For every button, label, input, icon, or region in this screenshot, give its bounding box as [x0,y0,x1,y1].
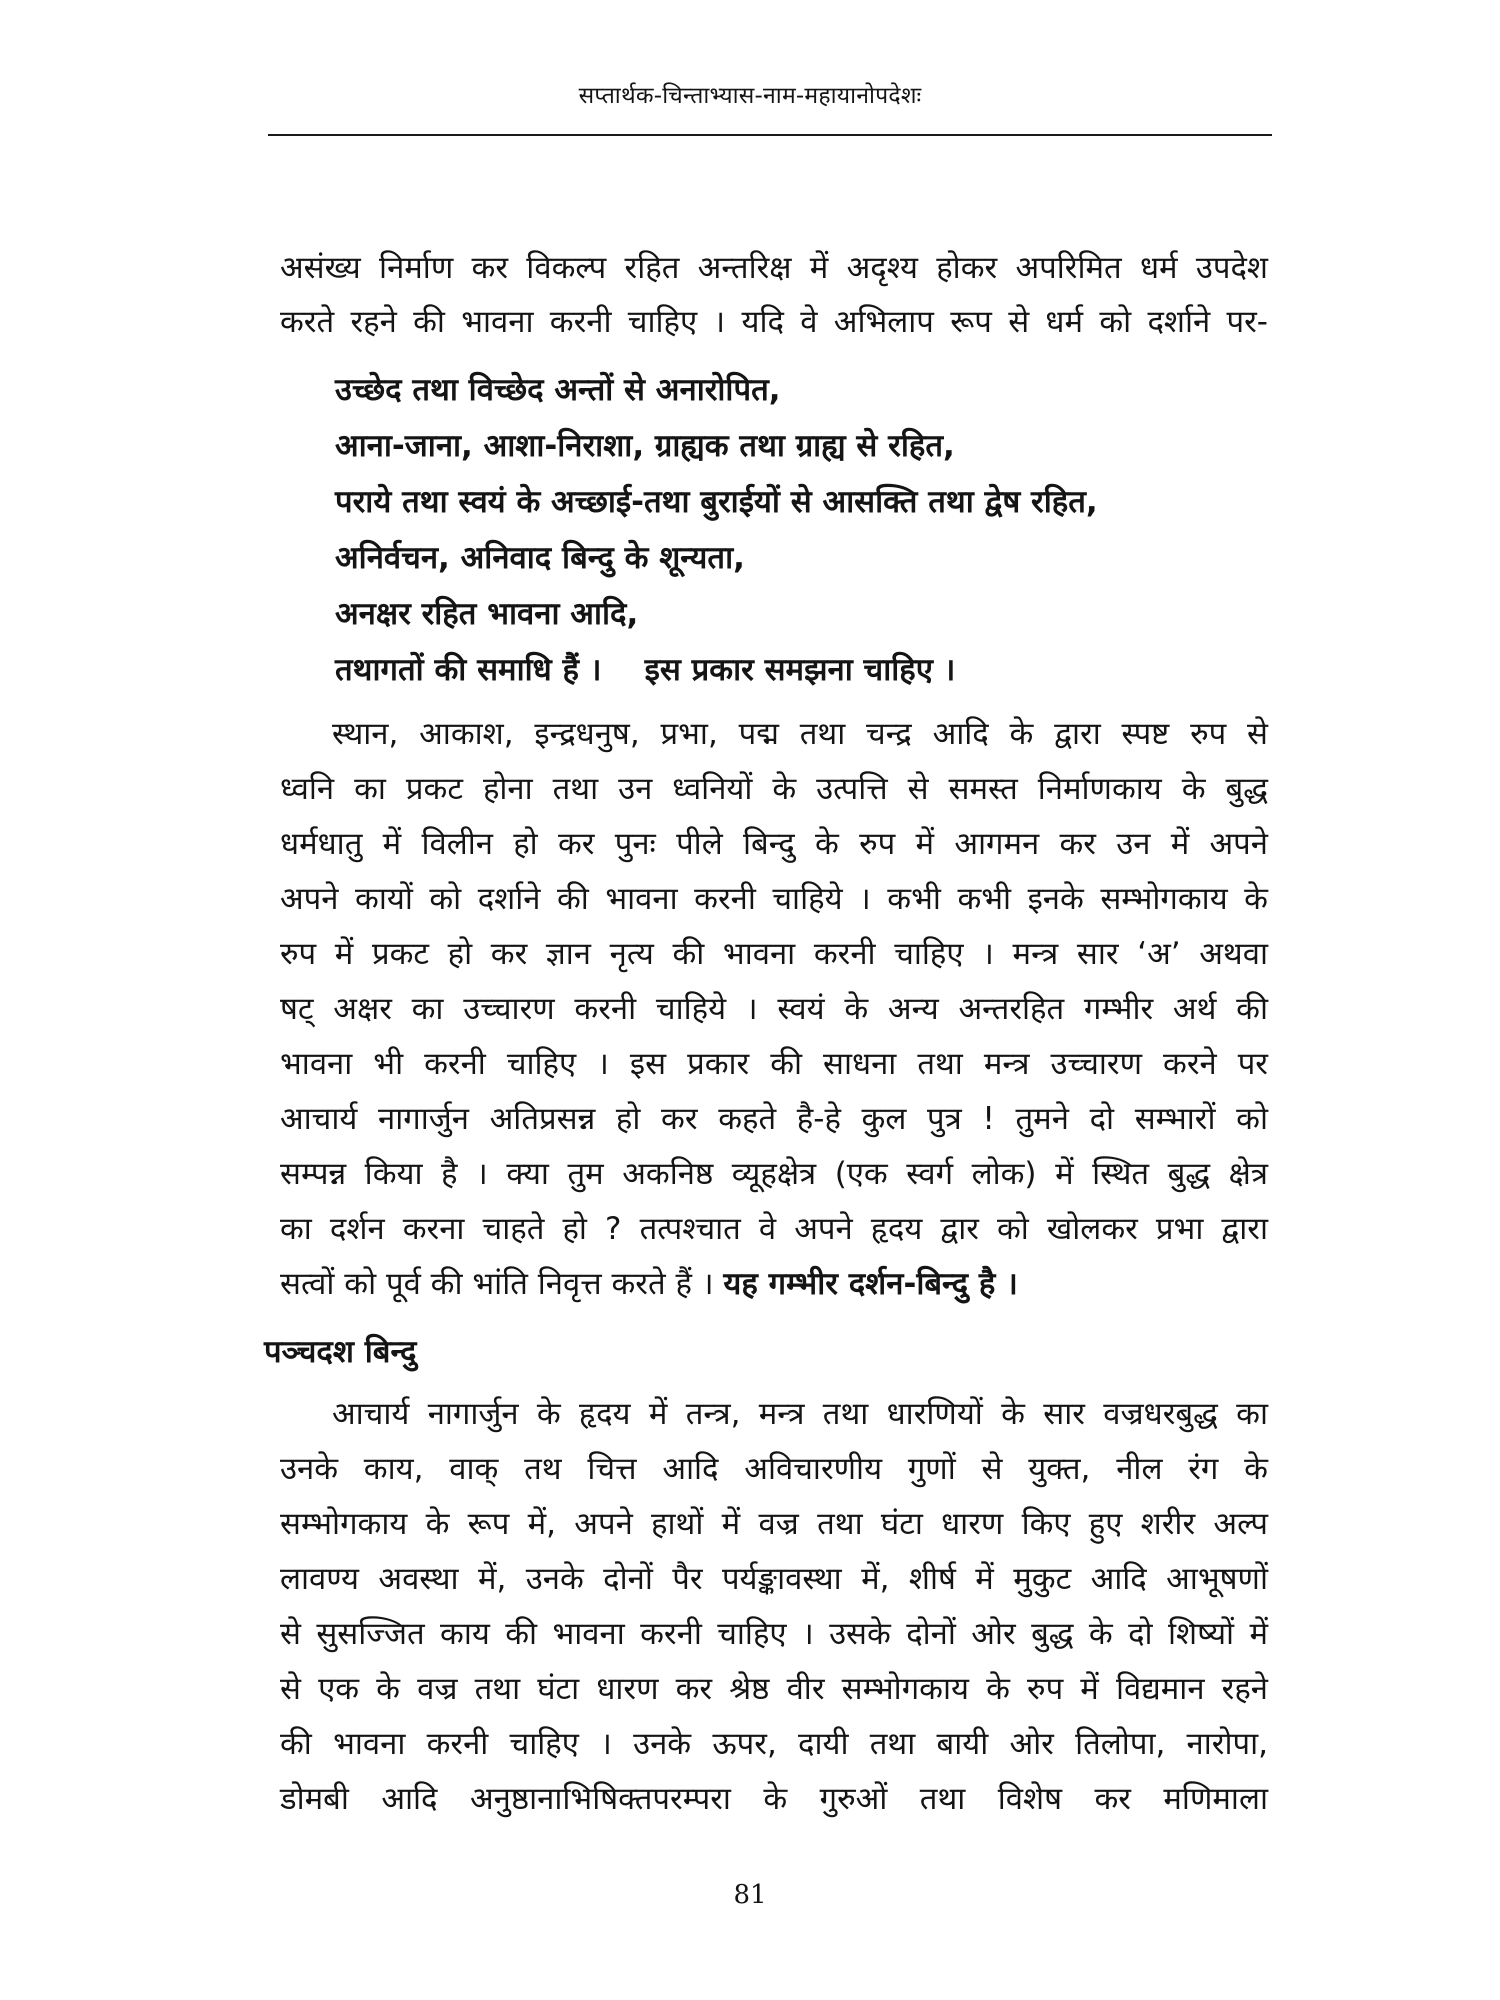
page-number: 81 [733,1880,767,1910]
body-line: से एक के वज्र तथा घंटा धारण कर श्रेष्ठ वीर सम्भोगकाय के रुप में विद्यमान रहने [280,1671,1268,1707]
verse-line: पराये तथा स्वयं के अच्छाई-तथा बुराईयों से आसक्ति तथा द्वेष रहित, [335,484,1098,520]
body-line-last [280,1254,1268,1314]
body-line: की भावना करनी चाहिए । उनके ऊपर, दायी तथा बायी ओर तिलोपा, नारोपा, [280,1726,1268,1762]
body-line: से सुसज्जित काय की भावना करनी चाहिए । उसके दोनों ओर बुद्ध के दो शिष्यों में [280,1616,1268,1652]
body-line: स्थान, आकाश, इन्द्रधनुष, प्रभा, पद्म तथा चन्द्र आदि के द्वारा स्पष्ट रुप से [332,716,1268,752]
body-line: भावना भी करनी चाहिए । इस प्रकार की साधना तथा मन्त्र उच्चारण करने पर [280,1046,1268,1082]
body-line: लावण्य अवस्था में, उनके दोनों पैर पर्यङ्कावस्था में, शीर्ष में मुकुट आदि आभूषणों [280,1561,1268,1597]
verse-line: आना-जाना, आशा-निराशा, ग्राह्यक तथा ग्राह्य से रहित, [335,428,955,464]
body-line: सम्पन्न किया है । क्या तुम अकनिष्ठ व्यूहक्षेत्र (एक स्वर्ग लोक) में स्थित बुद्ध क्षेत्र [280,1156,1268,1192]
body-line: रुप में प्रकट हो कर ज्ञान नृत्य की भावना करनी चाहिए । मन्त्र सार ‘अ’ अथवा [280,936,1268,972]
body-line: आचार्य नागार्जुन अतिप्रसन्न हो कर कहते है-हे कुल पुत्र ! तुमने दो सम्भारों को [280,1101,1268,1137]
body-line: षट् अक्षर का उच्चारण करनी चाहिये । स्वयं के अन्य अन्तरहित गम्भीर अर्थ की [280,991,1268,1027]
body-line: सम्भोगकाय के रूप में, अपने हाथों में वज्र तथा घंटा धारण किए हुए शरीर अल्प [280,1506,1268,1542]
body-line: धर्मधातु में विलीन हो कर पुनः पीले बिन्दु के रुप में आगमन कर उन में अपने [280,826,1268,862]
body-line: करते रहने की भावना करनी चाहिए । यदि वे अभिलाप रूप से धर्म को दर्शाने पर- [280,304,1268,340]
emphasis-text: यह गम्भीर दर्शन-बिन्दु है । [723,1266,1018,1302]
verse-line: तथागतों की समाधि हैं । इस प्रकार समझना चाहिए । [335,652,956,688]
body-line: डोमबी आदि अनुष्ठानाभिषिक्तपरम्परा के गुरुओं तथा विशेष कर मणिमाला [280,1781,1268,1817]
section-heading: पञ्चदश बिन्दु [264,1334,417,1370]
verse-line: अनिर्वचन, अनिवाद बिन्दु के शून्यता, [335,540,745,576]
header-rule [268,134,1272,136]
body-line: उनके काय, वाक् तथ चित्त आदि अविचारणीय गुणों से युक्त, नील रंग के [280,1451,1268,1487]
verse-line: उच्छेद तथा विच्छेद अन्तों से अनारोपित, [335,372,781,408]
verse-line: अनक्षर रहित भावना आदि, [335,596,639,632]
body-line: असंख्य निर्माण कर विकल्प रहित अन्तरिक्ष में अदृश्य होकर अपरिमित धर्म उपदेश [280,250,1268,286]
body-line: ध्वनि का प्रकट होना तथा उन ध्वनियों के उत्पत्ति से समस्त निर्माणकाय के बुद्ध [280,771,1268,807]
body-text: सत्वों को पूर्व की भांति निवृत्त करते हैं । [280,1266,724,1302]
body-line: अपने कायों को दर्शाने की भावना करनी चाहिये । कभी कभी इनके सम्भोगकाय के [280,881,1268,917]
body-line: का दर्शन करना चाहते हो ? तत्पश्चात वे अपने हृदय द्वार को खोलकर प्रभा द्वारा [280,1211,1268,1247]
body-line: आचार्य नागार्जुन के हृदय में तन्त्र, मन्त्र तथा धारणियों के सार वज्रधरबुद्ध का [332,1396,1268,1432]
running-head: सप्तार्थक-चिन्ताभ्यास-नाम-महायानोपदेशः [578,83,922,109]
